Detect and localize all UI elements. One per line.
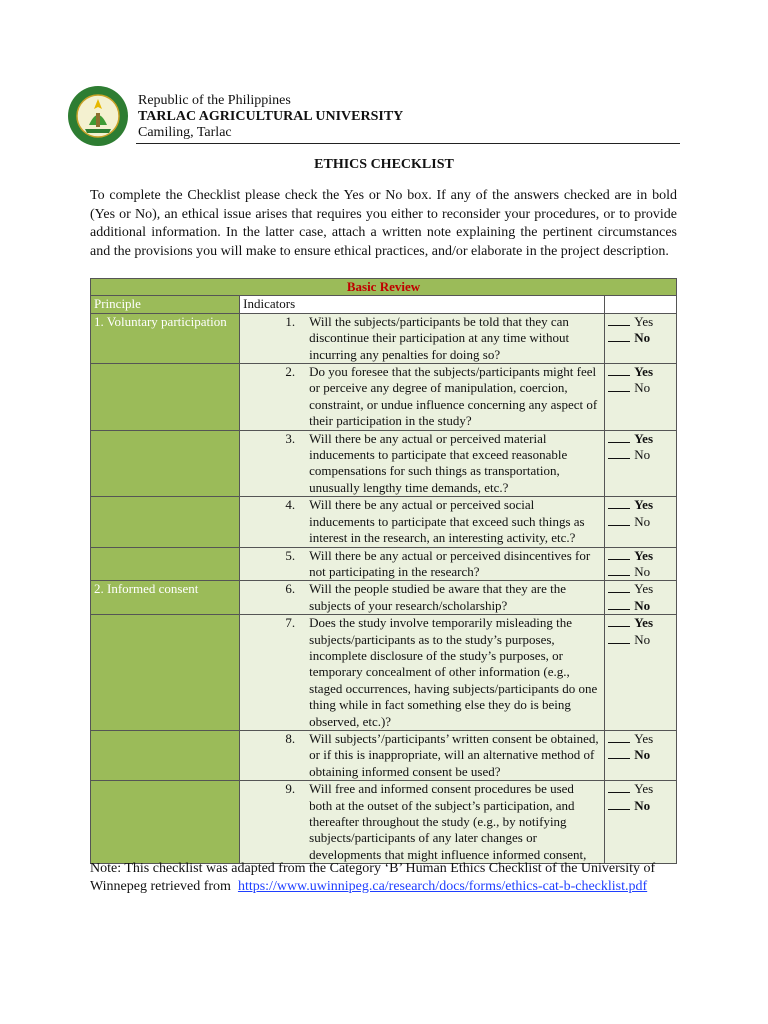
indicator-question: Will there be any actual or perceived disincentives for not participating in the research?: [309, 547, 591, 579]
university-name: TARLAC AGRICULTURAL UNIVERSITY: [138, 109, 404, 124]
answer-no-option[interactable]: [608, 447, 676, 463]
answer-yes-blank[interactable]: [608, 615, 630, 627]
answer-yes-option[interactable]: [608, 548, 676, 564]
letterhead: [138, 93, 403, 141]
indicator-cell: [240, 581, 605, 615]
checklist-row: [91, 547, 677, 581]
university-seal-logo: [67, 85, 129, 147]
checklist-row: [91, 313, 677, 363]
answer-no-blank[interactable]: [608, 798, 630, 810]
indicator-question: Does the study involve temporarily misleading the subjects/participants as to the study’s purposes, incomplete disclosure of the study’s purposes, or temporary concealment of other information (e.g., staged occurrences, having subjects/participants do one thing while in fact something else they do is being observed, etc.)?: [309, 615, 598, 729]
checklist-row: [91, 781, 677, 864]
answer-yes-label: Yes: [634, 581, 654, 597]
answer-yes-label: Yes: [634, 730, 654, 746]
answer-yes-option[interactable]: [608, 781, 676, 797]
answer-no-label: No: [634, 513, 651, 529]
indicator-cell: [240, 781, 605, 864]
answer-yes-blank[interactable]: [608, 314, 630, 326]
checklist-row: [91, 497, 677, 547]
indicator-cell: [240, 497, 605, 547]
answer-cell: [605, 430, 677, 497]
indicator-number: 2.: [285, 364, 296, 380]
answer-yes-blank[interactable]: [608, 364, 630, 376]
answer-no-blank[interactable]: [608, 564, 630, 576]
indicator-cell: [240, 364, 605, 431]
answer-no-option[interactable]: [608, 632, 676, 648]
indicator-cell: [240, 430, 605, 497]
answer-cell: [605, 364, 677, 431]
answer-cell: [605, 313, 677, 363]
principle-cell: [91, 547, 240, 581]
indicator-number: 5.: [285, 547, 296, 563]
location-line: Camiling, Tarlac: [138, 125, 232, 140]
answer-no-blank[interactable]: [608, 747, 630, 759]
principle-cell: [91, 781, 240, 864]
source-note: [90, 860, 680, 896]
source-link[interactable]: https://www.uwinnipeg.ca/research/docs/forms/ethics-cat-b-checklist.pdf: [237, 879, 648, 894]
principle-cell: [91, 730, 240, 780]
indicator-number: 9.: [285, 781, 296, 797]
indicator-question: Will the people studied be aware that they are the subjects of your research/scholarship?: [309, 581, 566, 613]
answer-header: [605, 296, 677, 313]
indicators-header: Indicators: [240, 296, 605, 313]
checklist-row: [91, 581, 677, 615]
checklist-row: [91, 730, 677, 780]
answer-yes-label: Yes: [634, 497, 654, 513]
ethics-checklist-table: [90, 278, 677, 864]
answer-no-label: No: [634, 631, 651, 647]
answer-yes-option[interactable]: [608, 314, 676, 330]
answer-no-label: No: [634, 597, 651, 613]
answer-yes-label: Yes: [634, 430, 654, 446]
indicator-cell: [240, 730, 605, 780]
answer-no-option[interactable]: [608, 798, 676, 814]
answer-no-label: No: [634, 447, 651, 463]
answer-no-option[interactable]: [608, 330, 676, 346]
answer-cell: [605, 615, 677, 731]
answer-yes-blank[interactable]: [608, 548, 630, 560]
answer-yes-blank[interactable]: [608, 731, 630, 743]
answer-cell: [605, 547, 677, 581]
checklist-row: [91, 430, 677, 497]
answer-yes-label: Yes: [634, 547, 654, 563]
answer-no-blank[interactable]: [608, 330, 630, 342]
indicator-question: Will subjects’/participants’ written consent be obtained, or if this is inappropriate, will an alternative method of obtaining informed consent be used?: [309, 730, 599, 779]
checklist-row: [91, 364, 677, 431]
principle-cell: 2. Informed consent: [91, 581, 240, 615]
principle-cell: [91, 364, 240, 431]
indicator-number: 1.: [285, 313, 296, 329]
answer-cell: [605, 730, 677, 780]
indicator-cell: [240, 547, 605, 581]
indicator-question: Will there be any actual or perceived social inducements to participate that exceed such things as interest in the research, an interesting activity, etc.?: [309, 497, 585, 546]
answer-yes-option[interactable]: [608, 731, 676, 747]
answer-no-label: No: [634, 563, 651, 579]
principle-header: Principle: [91, 296, 240, 313]
answer-no-blank[interactable]: [608, 380, 630, 392]
instructions-paragraph: To complete the Checklist please check the Yes or No box. If any of the answers checked are in bold (Yes or No), an ethical issue arises that requires you either to reconsider your procedures, or to provide additional information. In the latter case, attach a written note explaining the pertinent circumstances and the provisions you will make to ensure ethical practices, and/or elaborate in the project description.: [90, 188, 677, 259]
answer-yes-option[interactable]: [608, 364, 676, 380]
table-banner: Basic Review: [91, 279, 677, 296]
answer-yes-option[interactable]: [608, 431, 676, 447]
answer-no-blank[interactable]: [608, 447, 630, 459]
indicator-cell: [240, 615, 605, 731]
checklist-row: [91, 615, 677, 731]
answer-no-blank[interactable]: [608, 632, 630, 644]
document-title: ETHICS CHECKLIST: [314, 157, 454, 172]
answer-yes-blank[interactable]: [608, 431, 630, 443]
answer-no-label: No: [634, 747, 651, 763]
answer-yes-blank[interactable]: [608, 581, 630, 593]
answer-no-blank[interactable]: [608, 598, 630, 610]
indicator-question: Will there be any actual or perceived material inducements to participate that exceed reasonable compensations for such things as transportation, unusually lengthy time demands, etc.?: [309, 430, 568, 495]
indicator-number: 4.: [285, 497, 296, 513]
answer-no-option[interactable]: [608, 380, 676, 396]
answer-yes-blank[interactable]: [608, 781, 630, 793]
answer-yes-label: Yes: [634, 313, 654, 329]
republic-line: Republic of the Philippines: [138, 93, 291, 108]
indicator-number: 8.: [285, 730, 296, 746]
answer-cell: [605, 581, 677, 615]
principle-cell: [91, 615, 240, 731]
principle-cell: [91, 430, 240, 497]
note-text: Note: This checklist was adapted from the Category ‘B’ Human Ethics Checklist of the University of Winnepeg retrieved from: [90, 861, 656, 894]
indicator-number: 6.: [285, 581, 296, 597]
answer-no-blank[interactable]: [608, 514, 630, 526]
answer-no-option[interactable]: [608, 747, 676, 763]
answer-no-label: No: [634, 330, 651, 346]
answer-yes-label: Yes: [634, 781, 654, 797]
answer-cell: [605, 497, 677, 547]
answer-yes-option[interactable]: [608, 615, 676, 631]
answer-yes-blank[interactable]: [608, 497, 630, 509]
answer-yes-label: Yes: [634, 364, 654, 380]
answer-no-label: No: [634, 797, 651, 813]
indicator-cell: [240, 313, 605, 363]
answer-no-option[interactable]: [608, 514, 676, 530]
indicator-question: Do you foresee that the subjects/participants might feel or perceive any degree of manipulation, coercion, constraint, or undue influence concerning any aspect of their participation in the study?: [309, 364, 598, 429]
answer-yes-label: Yes: [634, 615, 654, 631]
indicator-number: 3.: [285, 430, 296, 446]
principle-cell: 1. Voluntary participation: [91, 313, 240, 363]
answer-no-option[interactable]: [608, 598, 676, 614]
header-divider: [136, 143, 680, 144]
principle-cell: [91, 497, 240, 547]
indicator-question: Will the subjects/participants be told that they can discontinue their participation at any time without incurring any penalties for doing so?: [309, 313, 570, 362]
answer-cell: [605, 781, 677, 864]
answer-no-label: No: [634, 380, 651, 396]
answer-no-option[interactable]: [608, 564, 676, 580]
indicator-question: Will free and informed consent procedures be used both at the outset of the subject’s participation, and thereafter throughout the study (e.g., by notifying subjects/participants of any later changes or developments that might influence informed consent,: [309, 781, 587, 862]
indicator-number: 7.: [285, 615, 296, 631]
answer-yes-option[interactable]: [608, 581, 676, 597]
answer-yes-option[interactable]: [608, 497, 676, 513]
